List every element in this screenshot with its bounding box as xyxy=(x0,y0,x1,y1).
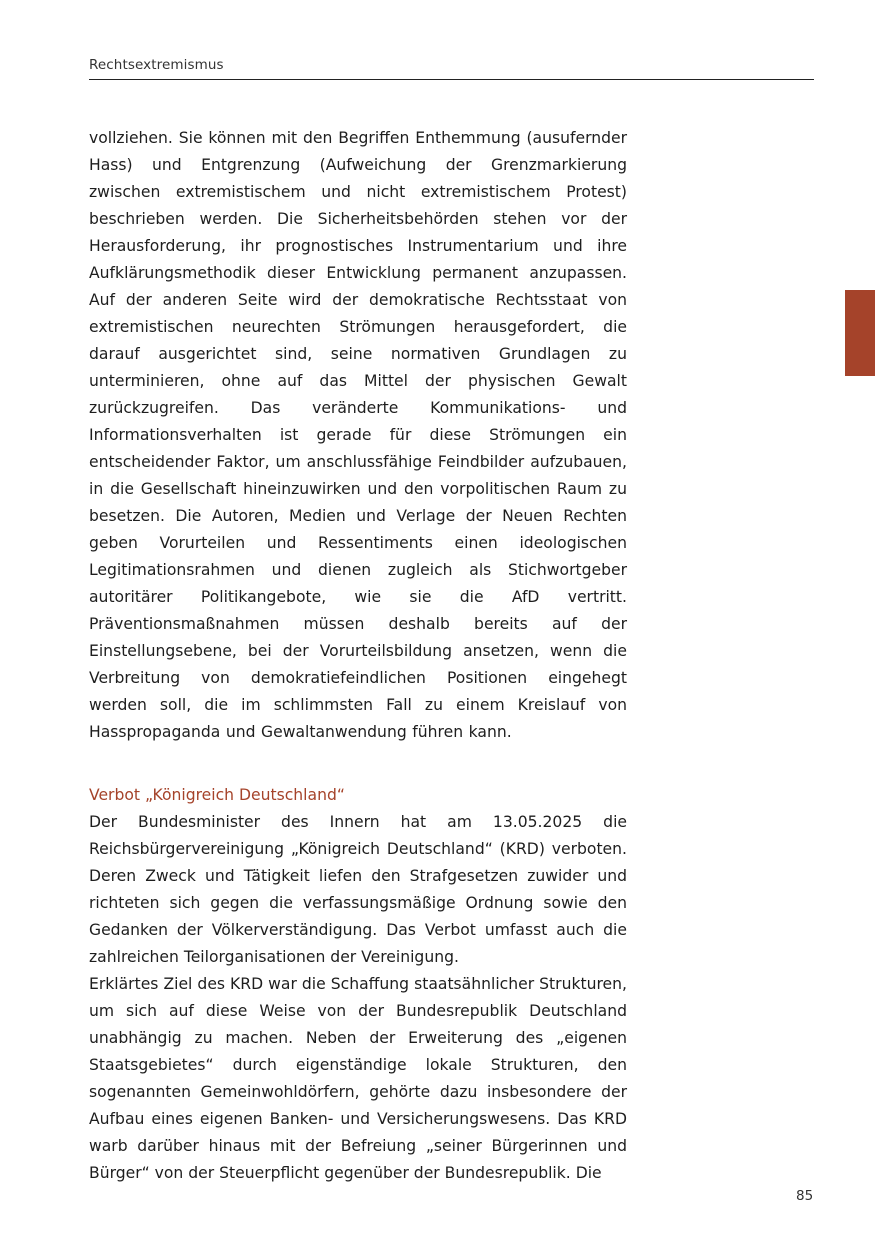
section-heading: Verbot „Königreich Deutschland“ xyxy=(89,786,345,804)
section-paragraph: Erklärtes Ziel des KRD war die Schaffung staatsähnlicher Strukturen, um sich auf diese Weise von der Bundesrepublik Deutschland unabhängig zu machen. Neben der Erweiterung des „eigenen Staatsgebietes“ durch eigenständige lokale Strukturen, den sogenannten Gemeinwohldörfern, gehörte dazu insbesondere der Aufbau eines eigenen Banken- und Versicherungswesens. Das KRD warb darüber hinaus mit der Befreiung „seiner Bürgerinnen und Bürger“ von der Steuerpflicht gegenüber der Bundesrepublik. Die xyxy=(89,975,627,1182)
running-header: Rechtsextremismus xyxy=(89,57,224,73)
section-paragraph: Der Bundesminister des Innern hat am 13.05.2025 die Reichsbürgervereinigung „Königreich Deutschland“ (KRD) verboten. Deren Zweck und Tätigkeit liefen den Strafgesetzen zuwider und richteten sich gegen die verfassungsmäßige Ordnung sowie den Gedanken der Völkerverständigung. Das Verbot umfasst auch die zahlreichen Teilorganisationen der Vereinigung. xyxy=(89,813,627,966)
header-rule xyxy=(89,79,814,80)
page-content xyxy=(89,125,627,1187)
page-number: 85 xyxy=(796,1188,814,1204)
body-paragraph: vollziehen. Sie können mit den Begriffen Enthemmung (ausufernder Hass) und Entgrenzung (Aufweichung der Grenzmarkierung zwischen extremistischem und nicht extremistischem Protest) beschrieben werden. Die Sicherheitsbehörden stehen vor der Herausforderung, ihr prognostisches Instrumentarium und ihre Aufklärungsmethodik dieser Entwicklung permanent anzupassen. Auf der anderen Seite wird der demokratische Rechtsstaat von extremistischen neurechten Strömungen herausgefordert, die darauf ausgerichtet sind, seine normativen Grundlagen zu unterminieren, ohne auf das Mittel der physischen Gewalt zurückzugreifen. Das veränderte Kommunikations- und Informationsverhalten ist gerade für diese Strömungen ein entscheidender Faktor, um anschlussfähige Feindbilder aufzubauen, in die Gesellschaft hineinzuwirken und den vorpolitischen Raum zu besetzen. Die Autoren, Medien und Verlage der Neuen Rechten geben Vorurteilen und Ressentiments einen ideologischen Legitimationsrahmen und dienen zugleich als Stichwortgeber autoritärer Politikangebote, wie sie die AfD vertritt. Präventionsmaßnahmen müssen deshalb bereits auf der Einstellungsebene, bei der Vorurteilsbildung ansetzen, wenn die Verbreitung von demokratiefeindlichen Positionen eingehegt werden soll, die im schlimmsten Fall zu einem Kreislauf von Hasspropaganda und Gewaltanwendung führen kann. xyxy=(89,129,627,741)
chapter-tab-marker xyxy=(845,290,875,376)
